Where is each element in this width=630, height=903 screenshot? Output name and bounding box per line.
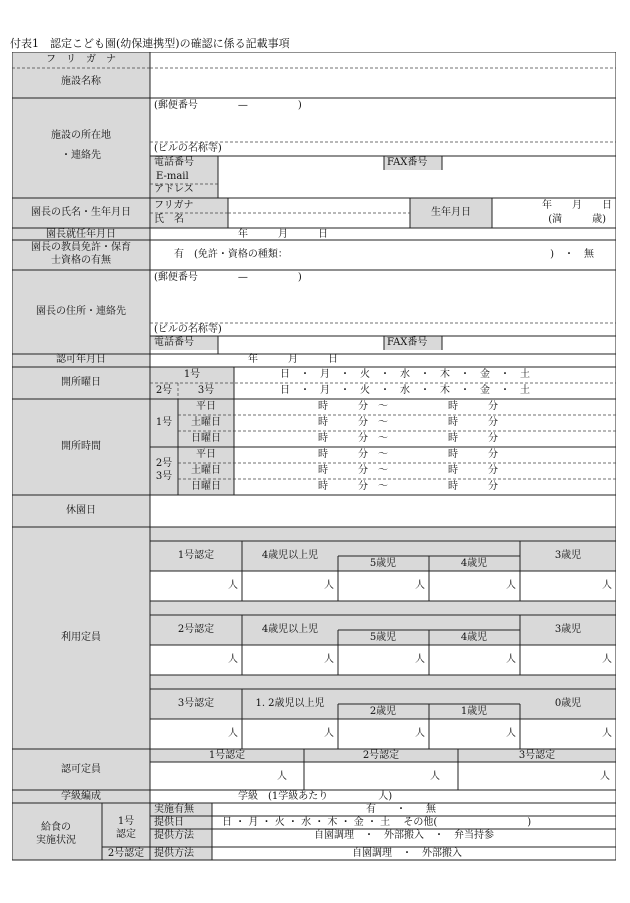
facility-furigana-label: フ リ ガ ナ (46, 54, 116, 65)
meals-label-2: 実施状況 (36, 835, 76, 846)
director-name-field-label: 氏 名 (154, 214, 184, 225)
cap2-cert-label: 2号認定 (177, 624, 215, 635)
approved-cap-2-unit: 人 (430, 771, 440, 782)
director-address-label: 園長の住所・連絡先 (36, 306, 126, 317)
approved-cap-3-unit: 人 (600, 771, 610, 782)
open-hours-group3-label: 3号 (155, 471, 173, 482)
facility-phone-label: 電話番号 (154, 157, 194, 168)
meals-days-value: 日 ・ 月 ・ 火 ・ 水 ・ 木 ・ 金 ・ 土 その他( ) (222, 817, 532, 828)
director-birth-label: 生年月日 (431, 207, 471, 218)
meals-method-label: 提供方法 (154, 830, 194, 841)
registration-form-table (12, 52, 616, 872)
cap3-unit: 人 (415, 728, 425, 739)
approved-cap-1-header: 1号認定 (208, 750, 246, 761)
open-days-row1: 日 ・ 月 ・ 火 ・ 水 ・ 木 ・ 金 ・ 土 (280, 369, 530, 380)
cap1-sub1-label: 5歳児 (369, 558, 397, 569)
director-appointed-date: 年 月 日 (238, 229, 328, 240)
cap1-total-label: 4歳児以上児 (261, 550, 319, 561)
class-org-value: 学級 (1学級あたり 人) (238, 791, 393, 802)
g2-weekday-time: 時 分 ～ 時 分 (318, 449, 498, 460)
g2-sunday-time: 時 分 ～ 時 分 (318, 481, 498, 492)
table-grid (12, 52, 616, 872)
cap1-unit: 人 (415, 580, 425, 591)
director-license-label: 園長の教員免許・保育 (31, 242, 131, 253)
open-hours-group1-label: 1号 (155, 417, 173, 428)
meals-implemented-value: 有 ・ 無 (366, 804, 436, 815)
meals-method-label-2: 提供方法 (154, 848, 194, 859)
meals-method-value: 自園調理 ・ 外部搬入 ・ 弁当持参 (314, 830, 494, 841)
facility-email-label: E-mail (156, 171, 189, 182)
director-birth-date: 年 月 日 (542, 200, 612, 211)
cap1-unit: 人 (228, 580, 238, 591)
meals-label: 給食の (41, 822, 71, 833)
cap1-last-label: 3歳児 (554, 550, 582, 561)
cap1-cert-label: 1号認定 (177, 550, 215, 561)
cap3-sub2-label: 1歳児 (460, 706, 488, 717)
cap2-last-label: 3歳児 (554, 624, 582, 635)
open-days-label: 開所曜日 (61, 377, 101, 388)
director-appointed-label: 園長就任年月日 (46, 229, 116, 240)
g1-sunday-label: 日曜日 (191, 433, 221, 444)
g2-saturday-label: 土曜日 (191, 465, 221, 476)
director-age: (満 歳) (548, 214, 606, 225)
cap2-total-label: 4歳児以上児 (261, 624, 319, 635)
meals-implemented-label: 実施有無 (154, 804, 194, 815)
approved-cap-1-unit: 人 (277, 771, 287, 782)
director-furigana-label: フリガナ (154, 200, 194, 211)
form-title: 付表1 認定こども園(幼保連携型)の確認に係る記載事項 (10, 37, 290, 50)
approved-cap-3-header: 3号認定 (518, 750, 556, 761)
director-license-none: ) ・ 無 (550, 249, 594, 260)
open-days-group1-label: 1号 (183, 369, 201, 380)
cap3-unit: 人 (602, 728, 612, 739)
cap2-unit: 人 (228, 654, 238, 665)
cap1-unit: 人 (324, 580, 334, 591)
cap2-unit: 人 (506, 654, 516, 665)
meals-group1-label-2: 認定 (116, 829, 136, 840)
cap3-cert-label: 3号認定 (177, 698, 215, 709)
director-license-label-2: 士資格の有無 (51, 255, 111, 266)
g1-weekday-label: 平日 (196, 401, 216, 412)
open-hours-group2-label: 2号 (155, 458, 173, 469)
g2-weekday-label: 平日 (196, 449, 216, 460)
facility-address-label: 施設の所在地 (51, 130, 111, 141)
open-days-group2-label: 2号 (155, 385, 173, 396)
cap3-unit: 人 (228, 728, 238, 739)
cap2-unit: 人 (324, 654, 334, 665)
approval-date-value: 年 月 日 (248, 354, 338, 365)
cap3-unit: 人 (506, 728, 516, 739)
meals-group1-label: 1号 (117, 816, 135, 827)
meals-days-label: 提供日 (154, 817, 184, 828)
approved-capacity-label: 認可定員 (61, 764, 101, 775)
cap1-unit: 人 (602, 580, 612, 591)
facility-contact-label: ・連絡先 (61, 150, 101, 161)
cap2-unit: 人 (602, 654, 612, 665)
cap3-sub1-label: 2歳児 (369, 706, 397, 717)
capacity-label: 利用定員 (61, 632, 101, 643)
g1-sunday-time: 時 分 ～ 時 分 (318, 433, 498, 444)
facility-building-name: (ビルの名称等) (154, 143, 222, 154)
open-hours-label: 開所時間 (61, 441, 101, 452)
cap3-total-label: 1. 2歳児以上児 (255, 698, 325, 709)
label-shading (12, 52, 616, 860)
holidays-label: 休園日 (66, 505, 96, 516)
cap2-sub2-label: 4歳児 (460, 632, 488, 643)
open-days-row2: 日 ・ 月 ・ 火 ・ 水 ・ 木 ・ 金 ・ 土 (280, 385, 530, 396)
director-building-name: (ビルの名称等) (154, 324, 222, 335)
g1-weekday-time: 時 分 ～ 時 分 (318, 401, 498, 412)
director-license-value: 有 (免許・資格の種類： (174, 249, 288, 260)
g2-sunday-label: 日曜日 (191, 481, 221, 492)
facility-fax-label: FAX番号 (387, 157, 428, 168)
facility-email-label-2: アドレス (154, 184, 194, 195)
director-fax-label: FAX番号 (387, 337, 428, 348)
cap3-last-label: 0歳児 (554, 698, 582, 709)
cap1-sub2-label: 4歳児 (460, 558, 488, 569)
director-name-label: 園長の氏名・生年月日 (31, 207, 131, 218)
open-days-group3-label: 3号 (197, 385, 215, 396)
class-org-label: 学級編成 (61, 791, 101, 802)
g1-saturday-label: 土曜日 (191, 417, 221, 428)
approved-cap-2-header: 2号認定 (362, 750, 400, 761)
meals-group2-label: 2号認定 (107, 848, 145, 859)
cap2-sub1-label: 5歳児 (369, 632, 397, 643)
facility-name-label: 施設名称 (61, 76, 101, 87)
meals-method-value-2: 自園調理 ・ 外部搬入 (352, 848, 462, 859)
approval-date-label: 認可年月日 (56, 354, 106, 365)
cap3-unit: 人 (324, 728, 334, 739)
facility-postal-code: (郵便番号 — ) (154, 100, 302, 111)
director-phone-label: 電話番号 (154, 337, 194, 348)
g2-saturday-time: 時 分 ～ 時 分 (318, 465, 498, 476)
g1-saturday-time: 時 分 ～ 時 分 (318, 417, 498, 428)
cap2-unit: 人 (415, 654, 425, 665)
cap1-unit: 人 (506, 580, 516, 591)
director-postal-code: (郵便番号 — ) (154, 272, 302, 283)
